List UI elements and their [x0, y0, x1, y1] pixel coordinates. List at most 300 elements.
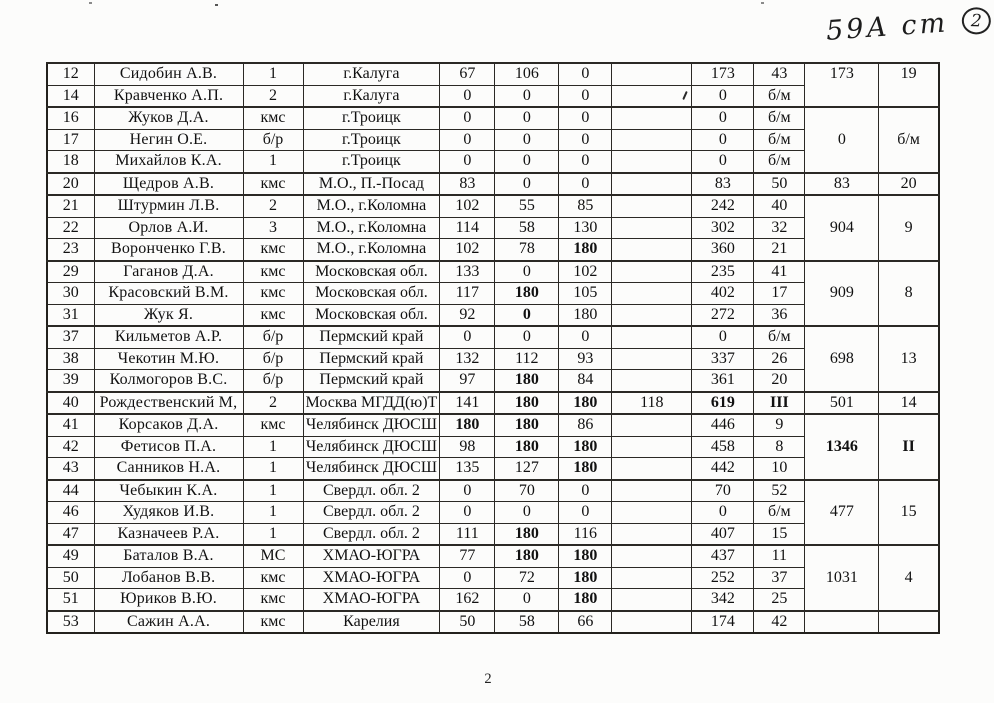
cell-score-3: 130 — [559, 217, 612, 239]
cell-place: 25 — [754, 589, 805, 611]
cell-place: 26 — [754, 348, 805, 370]
cell-score-3: 180 — [559, 567, 612, 589]
cell-score-1: 92 — [440, 304, 495, 326]
cell-team: Карелия — [303, 611, 440, 634]
cell-team: ХМАО-ЮГРА — [303, 545, 440, 567]
cell-rank: кмс — [243, 261, 303, 283]
cell-team: Челябинск ДЮСШ — [303, 458, 440, 480]
table-row — [47, 545, 939, 567]
cell-athlete-name: Воронченко Г.В. — [94, 239, 243, 261]
cell-score-3: 180 — [559, 458, 612, 480]
cell-team: Пермский край — [303, 370, 440, 392]
cell-athlete-name: Санников Н.А. — [94, 458, 243, 480]
cell-score-1: 0 — [440, 129, 495, 151]
scan-speck — [89, 2, 92, 4]
cell-place: 52 — [754, 480, 805, 502]
cell-rank: МС — [243, 545, 303, 567]
cell-athlete-name: Щедров А.В. — [94, 173, 243, 196]
cell-start-number: 22 — [47, 217, 94, 239]
cell-rank: кмс — [243, 589, 303, 611]
cell-place: б/м — [754, 326, 805, 348]
cell-score-1: 67 — [440, 63, 495, 85]
cell-score-2: 0 — [495, 326, 559, 348]
table-row — [47, 107, 939, 129]
cell-team-place: 20 — [879, 173, 939, 196]
cell-total: 252 — [692, 567, 754, 589]
cell-start-number: 14 — [47, 85, 94, 107]
cell-score-3: 0 — [559, 326, 612, 348]
handwritten-circled-number: 2 — [962, 7, 992, 35]
table-row — [47, 392, 939, 415]
cell-team-total: 909 — [805, 261, 879, 327]
cell-score-2: 127 — [495, 458, 559, 480]
cell-athlete-name: Колмогоров В.С. — [94, 370, 243, 392]
cell-start-number: 17 — [47, 129, 94, 151]
cell-total: 442 — [692, 458, 754, 480]
cell-score-3: 0 — [559, 480, 612, 502]
cell-athlete-name: Юриков В.Ю. — [94, 589, 243, 611]
cell-total: 0 — [692, 107, 754, 129]
cell-score-3: 66 — [559, 611, 612, 634]
cell-score-2: 180 — [495, 545, 559, 567]
cell-rank: 1 — [243, 502, 303, 524]
cell-extra-score — [612, 304, 692, 326]
cell-extra-score — [612, 326, 692, 348]
cell-score-3: 102 — [559, 261, 612, 283]
cell-score-1: 162 — [440, 589, 495, 611]
cell-extra-score — [612, 436, 692, 458]
cell-team-total: 1346 — [805, 414, 879, 480]
cell-rank: кмс — [243, 567, 303, 589]
cell-rank: 2 — [243, 392, 303, 415]
cell-score-3: 180 — [559, 545, 612, 567]
cell-team: Свердл. обл. 2 — [303, 480, 440, 502]
cell-athlete-name: Жук Я. — [94, 304, 243, 326]
cell-team-total: 1031 — [805, 545, 879, 611]
cell-team: ХМАО-ЮГРА — [303, 589, 440, 611]
cell-rank: 1 — [243, 63, 303, 85]
cell-team-total: 501 — [805, 392, 879, 415]
cell-athlete-name: Фетисов П.А. — [94, 436, 243, 458]
table-row — [47, 173, 939, 196]
cell-score-2: 180 — [495, 436, 559, 458]
cell-team-total: 173 — [805, 63, 879, 107]
cell-place: б/м — [754, 107, 805, 129]
cell-extra-score — [612, 217, 692, 239]
cell-place: 9 — [754, 414, 805, 436]
cell-score-3: 84 — [559, 370, 612, 392]
cell-start-number: 47 — [47, 523, 94, 545]
cell-score-3: 0 — [559, 85, 612, 107]
cell-team: Свердл. обл. 2 — [303, 502, 440, 524]
handwritten-annotation — [825, 4, 994, 47]
cell-score-2: 180 — [495, 370, 559, 392]
cell-extra-score — [612, 63, 692, 85]
table-row — [47, 195, 939, 217]
cell-team-place: 13 — [879, 326, 939, 392]
cell-total: 402 — [692, 283, 754, 305]
cell-place: 8 — [754, 436, 805, 458]
cell-team-place: б/м — [879, 107, 939, 173]
cell-team: М.О., г.Коломна — [303, 195, 440, 217]
table-row — [47, 480, 939, 502]
cell-team: Москва МГДД(ю)Т — [303, 392, 440, 415]
cell-score-3: 85 — [559, 195, 612, 217]
cell-athlete-name: Орлов А.И. — [94, 217, 243, 239]
cell-total: 302 — [692, 217, 754, 239]
cell-start-number: 12 — [47, 63, 94, 85]
cell-athlete-name: Кравченко А.П. — [94, 85, 243, 107]
cell-place: 36 — [754, 304, 805, 326]
cell-athlete-name: Рождественский М, — [94, 392, 243, 415]
cell-score-2: 0 — [495, 151, 559, 173]
cell-rank: 3 — [243, 217, 303, 239]
cell-score-3: 0 — [559, 502, 612, 524]
cell-start-number: 31 — [47, 304, 94, 326]
cell-score-2: 0 — [495, 107, 559, 129]
cell-extra-score — [612, 85, 692, 107]
cell-extra-score — [612, 173, 692, 196]
cell-team: ХМАО-ЮГРА — [303, 567, 440, 589]
scan-speck — [215, 4, 218, 6]
cell-score-3: 0 — [559, 173, 612, 196]
cell-score-2: 58 — [495, 217, 559, 239]
cell-place: б/м — [754, 151, 805, 173]
cell-score-2: 70 — [495, 480, 559, 502]
cell-total: 235 — [692, 261, 754, 283]
cell-score-2: 180 — [495, 392, 559, 415]
cell-total: 0 — [692, 151, 754, 173]
cell-score-1: 98 — [440, 436, 495, 458]
cell-team: Московская обл. — [303, 283, 440, 305]
cell-team-total: 904 — [805, 195, 879, 261]
cell-team-total: 0 — [805, 107, 879, 173]
cell-extra-score — [612, 502, 692, 524]
cell-place: 10 — [754, 458, 805, 480]
cell-athlete-name: Сажин А.А. — [94, 611, 243, 634]
cell-start-number: 30 — [47, 283, 94, 305]
cell-score-2: 58 — [495, 611, 559, 634]
cell-place: б/м — [754, 85, 805, 107]
cell-score-3: 0 — [559, 129, 612, 151]
cell-total: 337 — [692, 348, 754, 370]
cell-rank: 2 — [243, 195, 303, 217]
cell-team: Пермский край — [303, 326, 440, 348]
cell-rank: кмс — [243, 414, 303, 436]
cell-start-number: 29 — [47, 261, 94, 283]
cell-score-1: 114 — [440, 217, 495, 239]
cell-score-1: 0 — [440, 567, 495, 589]
cell-score-1: 50 — [440, 611, 495, 634]
cell-athlete-name: Худяков И.В. — [94, 502, 243, 524]
cell-team-total: 477 — [805, 480, 879, 546]
cell-team: г.Калуга — [303, 63, 440, 85]
cell-place: 50 — [754, 173, 805, 196]
cell-start-number: 41 — [47, 414, 94, 436]
cell-athlete-name: Негин О.Е. — [94, 129, 243, 151]
cell-total: 0 — [692, 129, 754, 151]
cell-team-total: 83 — [805, 173, 879, 196]
cell-extra-score — [612, 370, 692, 392]
cell-place: 21 — [754, 239, 805, 261]
cell-score-3: 93 — [559, 348, 612, 370]
cell-score-3: 180 — [559, 436, 612, 458]
cell-team: Свердл. обл. 2 — [303, 523, 440, 545]
cell-score-2: 180 — [495, 283, 559, 305]
cell-team: г.Троицк — [303, 151, 440, 173]
table-row — [47, 611, 939, 634]
cell-start-number: 44 — [47, 480, 94, 502]
cell-start-number: 42 — [47, 436, 94, 458]
cell-score-1: 132 — [440, 348, 495, 370]
cell-score-1: 0 — [440, 502, 495, 524]
cell-extra-score — [612, 545, 692, 567]
cell-place: 20 — [754, 370, 805, 392]
cell-extra-score — [612, 107, 692, 129]
cell-place: 43 — [754, 63, 805, 85]
cell-place: 32 — [754, 217, 805, 239]
cell-score-1: 97 — [440, 370, 495, 392]
cell-score-2: 180 — [495, 523, 559, 545]
cell-score-2: 0 — [495, 173, 559, 196]
cell-extra-score — [612, 458, 692, 480]
cell-rank: б/р — [243, 348, 303, 370]
cell-total: 174 — [692, 611, 754, 634]
cell-rank: 2 — [243, 85, 303, 107]
cell-rank: кмс — [243, 611, 303, 634]
cell-extra-score — [612, 348, 692, 370]
cell-score-1: 180 — [440, 414, 495, 436]
cell-team-place: 19 — [879, 63, 939, 107]
cell-athlete-name: Баталов В.А. — [94, 545, 243, 567]
cell-rank: 1 — [243, 436, 303, 458]
cell-team-place: 9 — [879, 195, 939, 261]
cell-extra-score — [612, 480, 692, 502]
cell-start-number: 20 — [47, 173, 94, 196]
cell-start-number: 16 — [47, 107, 94, 129]
cell-extra-score — [612, 611, 692, 634]
cell-total: 173 — [692, 63, 754, 85]
cell-place: 37 — [754, 567, 805, 589]
cell-score-1: 135 — [440, 458, 495, 480]
cell-score-3: 180 — [559, 589, 612, 611]
cell-start-number: 50 — [47, 567, 94, 589]
cell-extra-score — [612, 239, 692, 261]
cell-score-3: 180 — [559, 239, 612, 261]
cell-score-3: 180 — [559, 304, 612, 326]
cell-start-number: 18 — [47, 151, 94, 173]
cell-total: 407 — [692, 523, 754, 545]
cell-rank: кмс — [243, 304, 303, 326]
cell-team: г.Троицк — [303, 129, 440, 151]
cell-rank: кмс — [243, 107, 303, 129]
cell-team-total — [805, 611, 879, 634]
cell-athlete-name: Корсаков Д.А. — [94, 414, 243, 436]
cell-score-1: 0 — [440, 85, 495, 107]
cell-total: 361 — [692, 370, 754, 392]
cell-athlete-name: Лобанов В.В. — [94, 567, 243, 589]
cell-total: 70 — [692, 480, 754, 502]
cell-score-2: 106 — [495, 63, 559, 85]
cell-score-1: 102 — [440, 239, 495, 261]
cell-start-number: 38 — [47, 348, 94, 370]
cell-team: Челябинск ДЮСШ — [303, 414, 440, 436]
results-table — [46, 62, 940, 634]
table-row — [47, 414, 939, 436]
cell-start-number: 53 — [47, 611, 94, 634]
cell-score-2: 0 — [495, 129, 559, 151]
cell-team-place: 14 — [879, 392, 939, 415]
cell-team-place: 4 — [879, 545, 939, 611]
cell-rank: 1 — [243, 458, 303, 480]
cell-score-1: 117 — [440, 283, 495, 305]
cell-extra-score: 118 — [612, 392, 692, 415]
cell-team: Пермский край — [303, 348, 440, 370]
cell-start-number: 23 — [47, 239, 94, 261]
cell-rank: кмс — [243, 239, 303, 261]
cell-team: М.О., г.Коломна — [303, 239, 440, 261]
cell-rank: кмс — [243, 173, 303, 196]
cell-extra-score — [612, 589, 692, 611]
cell-score-3: 0 — [559, 107, 612, 129]
cell-score-1: 133 — [440, 261, 495, 283]
cell-score-2: 0 — [495, 589, 559, 611]
cell-place: 11 — [754, 545, 805, 567]
cell-score-3: 0 — [559, 63, 612, 85]
cell-athlete-name: Гаганов Д.А. — [94, 261, 243, 283]
cell-team: г.Калуга — [303, 85, 440, 107]
cell-athlete-name: Жуков Д.А. — [94, 107, 243, 129]
cell-place: III — [754, 392, 805, 415]
cell-score-2: 72 — [495, 567, 559, 589]
cell-score-1: 0 — [440, 480, 495, 502]
cell-athlete-name: Сидобин А.В. — [94, 63, 243, 85]
cell-score-1: 0 — [440, 107, 495, 129]
cell-total: 360 — [692, 239, 754, 261]
cell-team: М.О., г.Коломна — [303, 217, 440, 239]
cell-athlete-name: Михайлов К.А. — [94, 151, 243, 173]
cell-start-number: 43 — [47, 458, 94, 480]
cell-extra-score — [612, 151, 692, 173]
cell-total: 342 — [692, 589, 754, 611]
cell-athlete-name: Чекотин М.Ю. — [94, 348, 243, 370]
cell-score-2: 78 — [495, 239, 559, 261]
cell-rank: б/р — [243, 129, 303, 151]
cell-place: 42 — [754, 611, 805, 634]
cell-total: 446 — [692, 414, 754, 436]
cell-total: 272 — [692, 304, 754, 326]
cell-start-number: 40 — [47, 392, 94, 415]
cell-start-number: 51 — [47, 589, 94, 611]
cell-rank: б/р — [243, 326, 303, 348]
cell-extra-score — [612, 567, 692, 589]
cell-athlete-name: Чебыкин К.А. — [94, 480, 243, 502]
cell-team-place: 15 — [879, 480, 939, 546]
cell-extra-score — [612, 261, 692, 283]
cell-athlete-name: Красовский В.М. — [94, 283, 243, 305]
cell-score-1: 0 — [440, 151, 495, 173]
cell-total: 242 — [692, 195, 754, 217]
scan-speck — [761, 2, 764, 4]
cell-score-3: 0 — [559, 151, 612, 173]
cell-athlete-name: Кильметов А.Р. — [94, 326, 243, 348]
table-row — [47, 261, 939, 283]
cell-score-2: 0 — [495, 304, 559, 326]
cell-score-3: 180 — [559, 392, 612, 415]
cell-score-2: 112 — [495, 348, 559, 370]
cell-score-3: 86 — [559, 414, 612, 436]
cell-team-place: II — [879, 414, 939, 480]
cell-score-1: 0 — [440, 326, 495, 348]
cell-place: б/м — [754, 502, 805, 524]
cell-extra-score — [612, 283, 692, 305]
cell-rank: б/р — [243, 370, 303, 392]
results-table-body — [47, 63, 939, 633]
cell-rank: кмс — [243, 283, 303, 305]
cell-rank: 1 — [243, 523, 303, 545]
cell-score-3: 105 — [559, 283, 612, 305]
table-row — [47, 326, 939, 348]
cell-start-number: 49 — [47, 545, 94, 567]
cell-score-1: 141 — [440, 392, 495, 415]
cell-place: 17 — [754, 283, 805, 305]
cell-score-2: 180 — [495, 414, 559, 436]
cell-team: Московская обл. — [303, 261, 440, 283]
cell-total: 0 — [692, 502, 754, 524]
cell-score-1: 102 — [440, 195, 495, 217]
cell-extra-score — [612, 414, 692, 436]
cell-total: 619 — [692, 392, 754, 415]
cell-score-1: 83 — [440, 173, 495, 196]
cell-team-place — [879, 611, 939, 634]
cell-athlete-name: Казначеев Р.А. — [94, 523, 243, 545]
cell-score-2: 0 — [495, 502, 559, 524]
cell-place: 15 — [754, 523, 805, 545]
cell-team: Челябинск ДЮСШ — [303, 436, 440, 458]
cell-start-number: 39 — [47, 370, 94, 392]
cell-score-3: 116 — [559, 523, 612, 545]
cell-athlete-name: Штурмин Л.В. — [94, 195, 243, 217]
cell-team: М.О., П.-Посад — [303, 173, 440, 196]
cell-extra-score — [612, 523, 692, 545]
cell-total: 458 — [692, 436, 754, 458]
page-number: 2 — [484, 671, 492, 687]
cell-start-number: 46 — [47, 502, 94, 524]
cell-score-2: 0 — [495, 85, 559, 107]
cell-team-total: 698 — [805, 326, 879, 392]
cell-score-1: 111 — [440, 523, 495, 545]
cell-total: 0 — [692, 326, 754, 348]
cell-total: 83 — [692, 173, 754, 196]
cell-score-2: 55 — [495, 195, 559, 217]
cell-rank: 1 — [243, 151, 303, 173]
cell-extra-score — [612, 195, 692, 217]
cell-start-number: 37 — [47, 326, 94, 348]
cell-place: 41 — [754, 261, 805, 283]
cell-team: г.Троицк — [303, 107, 440, 129]
cell-team: Московская обл. — [303, 304, 440, 326]
cell-place: 40 — [754, 195, 805, 217]
cell-place: б/м — [754, 129, 805, 151]
cell-score-2: 0 — [495, 261, 559, 283]
cell-total: 437 — [692, 545, 754, 567]
cell-team-place: 8 — [879, 261, 939, 327]
cell-extra-score — [612, 129, 692, 151]
cell-start-number: 21 — [47, 195, 94, 217]
cell-score-1: 77 — [440, 545, 495, 567]
cell-rank: 1 — [243, 480, 303, 502]
cell-total: 0 — [692, 85, 754, 107]
